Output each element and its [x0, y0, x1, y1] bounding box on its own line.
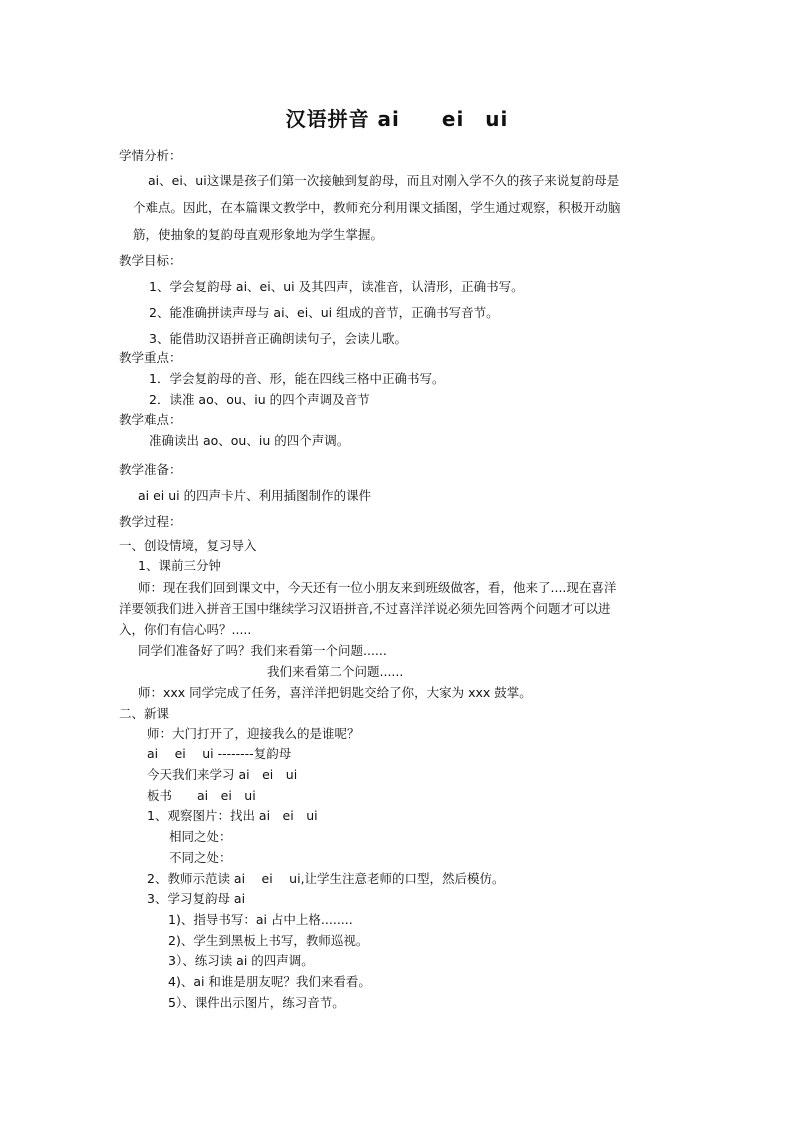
- list-item: 1．学会复韵母的音、形，能在四线三格中正确书写。: [149, 371, 445, 386]
- list-item: ai ei ui 的四声卡片、利用插图制作的课件: [138, 488, 372, 503]
- part-heading: 一、创设情境，复习导入: [119, 538, 257, 553]
- list-item: 准确读出 ao、ou、iu 的四个声调。: [149, 433, 350, 448]
- list-item: 3、能借助汉语拼音正确朗读句子，会读儿歌。: [149, 331, 407, 346]
- paragraph-line: 入，你们有信心吗？.....: [119, 622, 252, 637]
- paragraph-line: 个难点。因此，在本篇课文教学中，教师充分利用课文插图，学生通过观察，积极开动脑: [133, 200, 621, 215]
- paragraph-line: 师：现在我们回到课文中，今天还有一位小朋友来到班级做客，看，他来了....现在喜洋: [138, 580, 617, 595]
- paragraph-line: 师：xxx 同学完成了任务，喜洋洋把钥匙交给了你，大家为 xxx 鼓掌。: [138, 685, 532, 700]
- part-heading: 二、新课: [119, 706, 170, 721]
- list-item: 2、能准确拼读声母与 ai、ei、ui 组成的音节，正确书写音节。: [149, 305, 499, 320]
- section-heading-mubiao: 教学目标：: [119, 253, 182, 268]
- list-item: 5）、课件出示图片，练习音节。: [168, 995, 345, 1010]
- paragraph-line: ai、ei、ui这课是孩子们第一次接触到复韵母，而且对刚入学不久的孩子来说复韵母是: [148, 173, 620, 188]
- paragraph-line: 不同之处：: [169, 850, 232, 865]
- paragraph-line: 今天我们来学习 ai ei ui: [147, 767, 298, 782]
- step-heading: 2、教师示范读 ai ei ui,让学生注意老师的口型，然后模仿。: [147, 871, 505, 886]
- list-item: 4)、ai 和谁是朋友呢？我们来看看。: [168, 974, 371, 989]
- paragraph-line: 相同之处：: [169, 829, 232, 844]
- section-heading-zhongdian: 教学重点：: [119, 350, 182, 365]
- paragraph-line: 板书 ai ei ui: [147, 788, 256, 803]
- paragraph-line: 我们来看第二个问题......: [267, 664, 404, 679]
- section-heading-xueqing: 学情分析：: [119, 148, 182, 163]
- paragraph-line: 师：大门打开了，迎接我么的是谁呢？: [147, 726, 360, 741]
- paragraph-line: 洋要领我们进入拼音王国中继续学习汉语拼音,不过喜洋洋说必须先回答两个问题才可以进: [119, 601, 611, 616]
- list-item: 2)、学生到黑板上书写，教师巡视。: [168, 933, 369, 948]
- list-item: 1)、指导书写：ai 占中上格........: [168, 912, 353, 927]
- paragraph-line: 筋，使抽象的复韵母直观形象地为学生掌握。: [133, 227, 384, 242]
- step-heading: 1、课前三分钟: [138, 558, 221, 573]
- document-title: 汉语拼音 ai ei ui: [285, 107, 509, 131]
- section-heading-nandian: 教学难点：: [119, 412, 182, 427]
- list-item: 1、学会复韵母 ai、ei、ui 及其四声，读准音，认清形，正确书写。: [149, 279, 524, 294]
- step-heading: 3、学习复韵母 ai: [147, 891, 246, 906]
- section-heading-guocheng: 教学过程：: [119, 514, 182, 529]
- paragraph-line: 同学们准备好了吗？我们来看第一个问题......: [138, 643, 387, 658]
- step-heading: 1、观察图片：找出 ai ei ui: [147, 808, 318, 823]
- list-item: 3）、练习读 ai 的四声调。: [168, 953, 314, 968]
- paragraph-line: ai ei ui --------复韵母: [147, 746, 292, 761]
- section-heading-zhunbei: 教学准备：: [119, 462, 182, 477]
- list-item: 2．读准 ao、ou、iu 的四个声调及音节: [149, 392, 370, 407]
